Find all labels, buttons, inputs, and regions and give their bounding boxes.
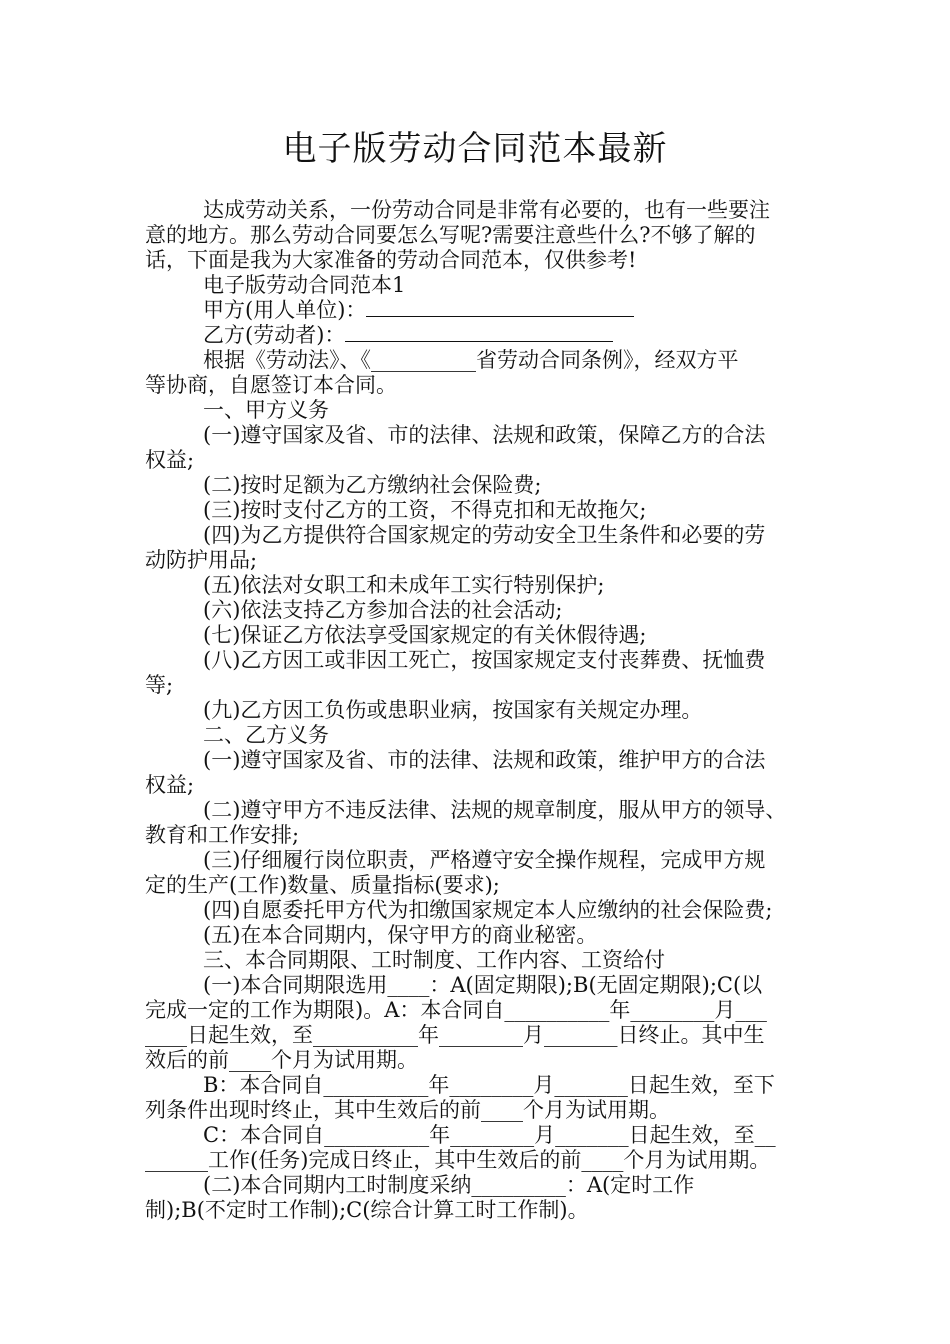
text-line xyxy=(145,648,817,673)
text-line-content: 列条件出现时终止，其中生效后的前____个月为试用期。 xyxy=(145,1098,670,1122)
text-line-content: 权益; xyxy=(145,448,195,472)
text-line-content: (一)本合同期限选用____：A(固定期限);B(无固定期限);C(以 xyxy=(203,973,763,997)
text-line xyxy=(145,498,817,523)
text-line-content: (六)依法支持乙方参加合法的社会活动; xyxy=(203,598,563,622)
text-line xyxy=(145,723,817,748)
text-line xyxy=(145,1148,817,1173)
text-line xyxy=(145,248,817,273)
text-line-content: 话，下面是我为大家准备的劳动合同范本，仅供参考! xyxy=(145,248,637,272)
text-line xyxy=(145,873,817,898)
fill-in-blank xyxy=(345,323,613,342)
text-line xyxy=(145,223,817,248)
text-line-content: (五)依法对女职工和未成年工实行特别保护; xyxy=(203,573,605,597)
text-line xyxy=(145,948,817,973)
text-line xyxy=(145,1198,817,1223)
text-line-content: 根据《劳动法》、《__________省劳动合同条例》，经双方平 xyxy=(203,348,739,372)
text-line-content: 完成一定的工作为期限)。A：本合同自__________年________月___ xyxy=(145,998,767,1022)
text-line xyxy=(145,848,817,873)
text-line-content: 教育和工作安排; xyxy=(145,823,300,847)
text-line xyxy=(145,523,817,548)
text-line-content: (四)为乙方提供符合国家规定的劳动安全卫生条件和必要的劳 xyxy=(203,523,766,547)
text-line xyxy=(145,1023,817,1048)
text-line xyxy=(145,798,817,823)
text-line xyxy=(145,1048,817,1073)
text-line-content: 一、甲方义务 xyxy=(203,398,329,422)
text-line xyxy=(145,623,817,648)
text-line-content: (三)仔细履行岗位职责，严格遵守安全操作规程，完成甲方规 xyxy=(203,848,766,872)
text-line-content: B：本合同自__________年________月_______日起生效，至下 xyxy=(203,1073,775,1097)
text-line xyxy=(145,748,817,773)
text-line-content: (五)在本合同期内，保守甲方的商业秘密。 xyxy=(203,923,598,947)
text-line-content: 甲方(用人单位)： xyxy=(203,298,367,322)
text-line-content: 乙方(劳动者)： xyxy=(203,323,346,347)
text-line xyxy=(145,598,817,623)
text-line xyxy=(145,1123,817,1148)
text-line xyxy=(145,698,817,723)
text-line-content: 权益; xyxy=(145,773,195,797)
text-line xyxy=(145,823,817,848)
text-line-content: (八)乙方因工或非因工死亡，按国家规定支付丧葬费、抚恤费 xyxy=(203,648,766,672)
text-line-content: 意的地方。那么劳动合同要怎么写呢?需要注意些什么?不够了解的 xyxy=(145,223,756,247)
text-line-content: 定的生产(工作)数量、质量指标(要求); xyxy=(145,873,500,897)
text-line-content: 等协商，自愿签订本合同。 xyxy=(145,373,397,397)
text-line-content: C：本合同自__________年________月_______日起生效，至__ xyxy=(203,1123,776,1147)
text-line xyxy=(145,673,817,698)
text-line xyxy=(145,973,817,998)
text-line-content: (七)保证乙方依法享受国家规定的有关休假待遇; xyxy=(203,623,647,647)
text-line-content: ______工作(任务)完成日终止，其中生效后的前____个月为试用期。 xyxy=(145,1148,771,1172)
text-line-content: (三)按时支付乙方的工资，不得克扣和无故拖欠; xyxy=(203,498,647,522)
text-line xyxy=(145,198,817,223)
text-line-content: 制);B(不定时工作制);C(综合计算工时工作制)。 xyxy=(145,1198,589,1222)
text-line xyxy=(145,923,817,948)
text-line-content: (一)遵守国家及省、市的法律、法规和政策，保障乙方的合法 xyxy=(203,423,766,447)
text-line xyxy=(145,573,817,598)
text-line-content: (二)本合同期内工时制度采纳_________：A(定时工作 xyxy=(203,1173,695,1197)
text-line xyxy=(145,323,817,348)
text-line xyxy=(145,1098,817,1123)
text-line-content: 电子版劳动合同范本1 xyxy=(203,273,406,297)
text-line xyxy=(145,773,817,798)
text-line-content: 三、本合同期限、工时制度、工作内容、工资给付 xyxy=(203,948,665,972)
text-line xyxy=(145,1173,817,1198)
text-line-content: (一)遵守国家及省、市的法律、法规和政策，维护甲方的合法 xyxy=(203,748,766,772)
text-line xyxy=(145,298,817,323)
document-body xyxy=(145,198,817,1223)
text-line-content: 动防护用品; xyxy=(145,548,258,572)
text-line xyxy=(145,898,817,923)
text-line-content: (四)自愿委托甲方代为扣缴国家规定本人应缴纳的社会保险费; xyxy=(203,898,773,922)
text-line xyxy=(145,998,817,1023)
text-line xyxy=(145,548,817,573)
text-line-content: 效后的前____个月为试用期。 xyxy=(145,1048,418,1072)
text-line-content: (二)遵守甲方不违反法律、法规的规章制度，服从甲方的领导、 xyxy=(203,798,787,822)
text-line xyxy=(145,373,817,398)
fill-in-blank xyxy=(366,298,634,317)
text-line xyxy=(145,273,817,298)
text-line xyxy=(145,398,817,423)
text-line-content: (九)乙方因工负伤或患职业病，按国家有关规定办理。 xyxy=(203,698,703,722)
document-title: 电子版劳动合同范本最新 xyxy=(282,129,668,169)
text-line xyxy=(145,1073,817,1098)
text-line-content: 二、乙方义务 xyxy=(203,723,329,747)
text-line-content: 达成劳动关系，一份劳动合同是非常有必要的，也有一些要注 xyxy=(203,198,770,222)
text-line xyxy=(145,348,817,373)
text-line-content: 等; xyxy=(145,673,174,697)
text-line xyxy=(145,473,817,498)
text-line-content: ____日起生效，至__________年________月_______日终止。其中生 xyxy=(145,1023,765,1047)
text-line xyxy=(145,448,817,473)
text-line-content: (二)按时足额为乙方缴纳社会保险费; xyxy=(203,473,542,497)
text-line xyxy=(145,423,817,448)
